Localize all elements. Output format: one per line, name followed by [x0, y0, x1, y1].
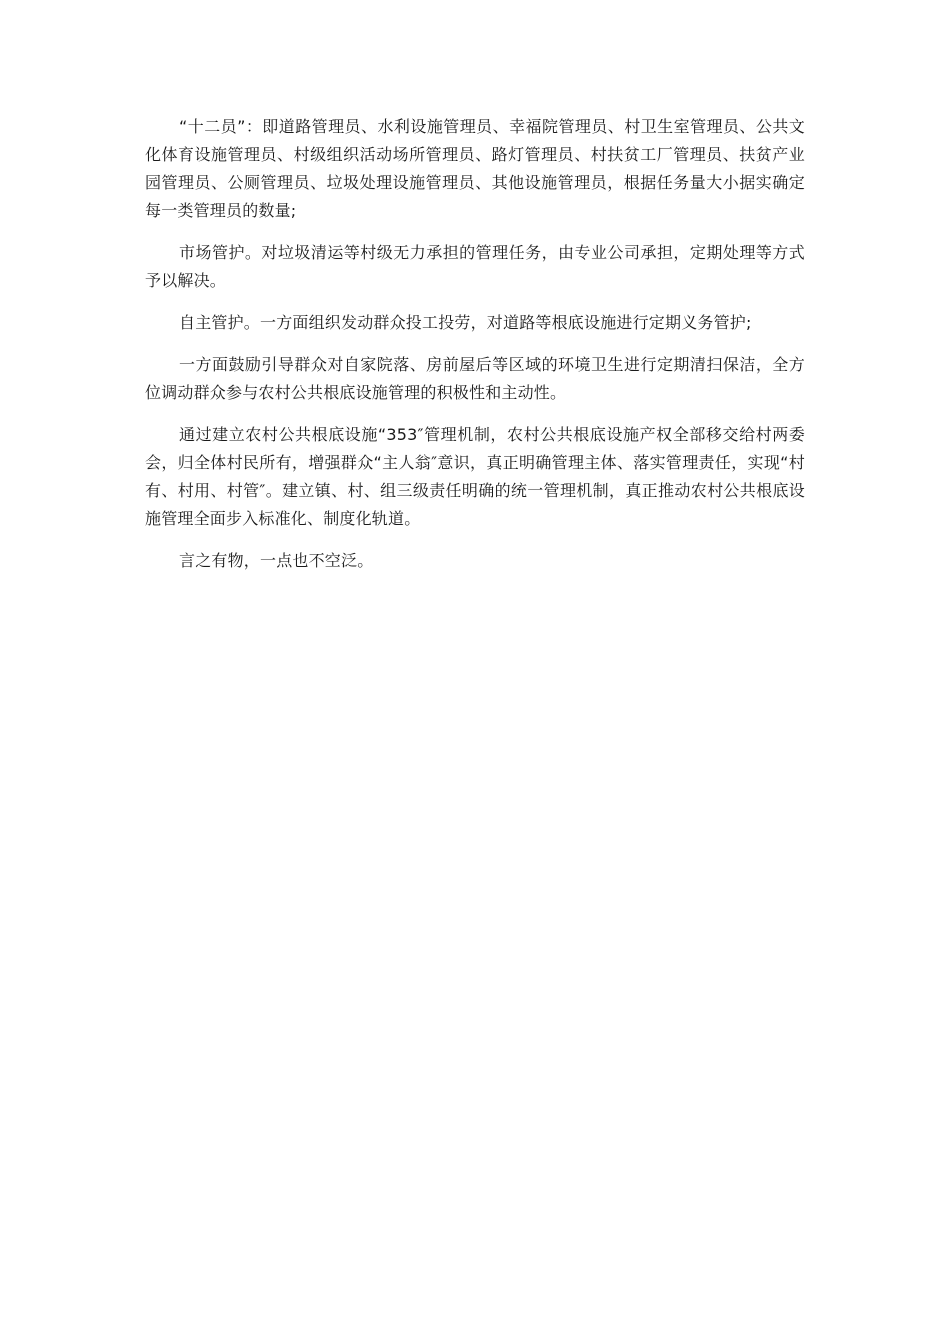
paragraph-encourage-cleaning: 一方面鼓励引导群众对自家院落、房前屋后等区域的环境卫生进行定期清扫保洁，全方位调动群众参与农村公共根底设施管理的积极性和主动性。 [145, 355, 805, 402]
document-body [145, 113, 805, 589]
paragraph-twelve-managers: “十二员”：即道路管理员、水利设施管理员、幸福院管理员、村卫生室管理员、公共文化体育设施管理员、村级组织活动场所管理员、路灯管理员、村扶贫工厂管理员、扶贫产业园管理员、公厕管理员、垃圾处理设施管理员、其他设施管理员，根据任务量大小据实确定每一类管理员的数量; [145, 117, 805, 220]
paragraph-353-mechanism: 通过建立农村公共根底设施“353″管理机制，农村公共根底设施产权全部移交给村两委会，归全体村民所有，增强群众“主人翁″意识，真正明确管理主体、落实管理责任，实现“村有、村用、村管″。建立镇、村、组三级责任明确的统一管理机制，真正推动农村公共根底设施管理全面步入标准化、制度化轨道。 [145, 425, 805, 528]
paragraph-market-maintenance: 市场管护。对垃圾清运等村级无力承担的管理任务，由专业公司承担，定期处理等方式予以解决。 [145, 243, 805, 290]
paragraph-self-maintenance: 自主管护。一方面组织发动群众投工投劳，对道路等根底设施进行定期义务管护; [179, 313, 752, 332]
paragraph-closing-remark: 言之有物，一点也不空泛。 [179, 551, 374, 570]
